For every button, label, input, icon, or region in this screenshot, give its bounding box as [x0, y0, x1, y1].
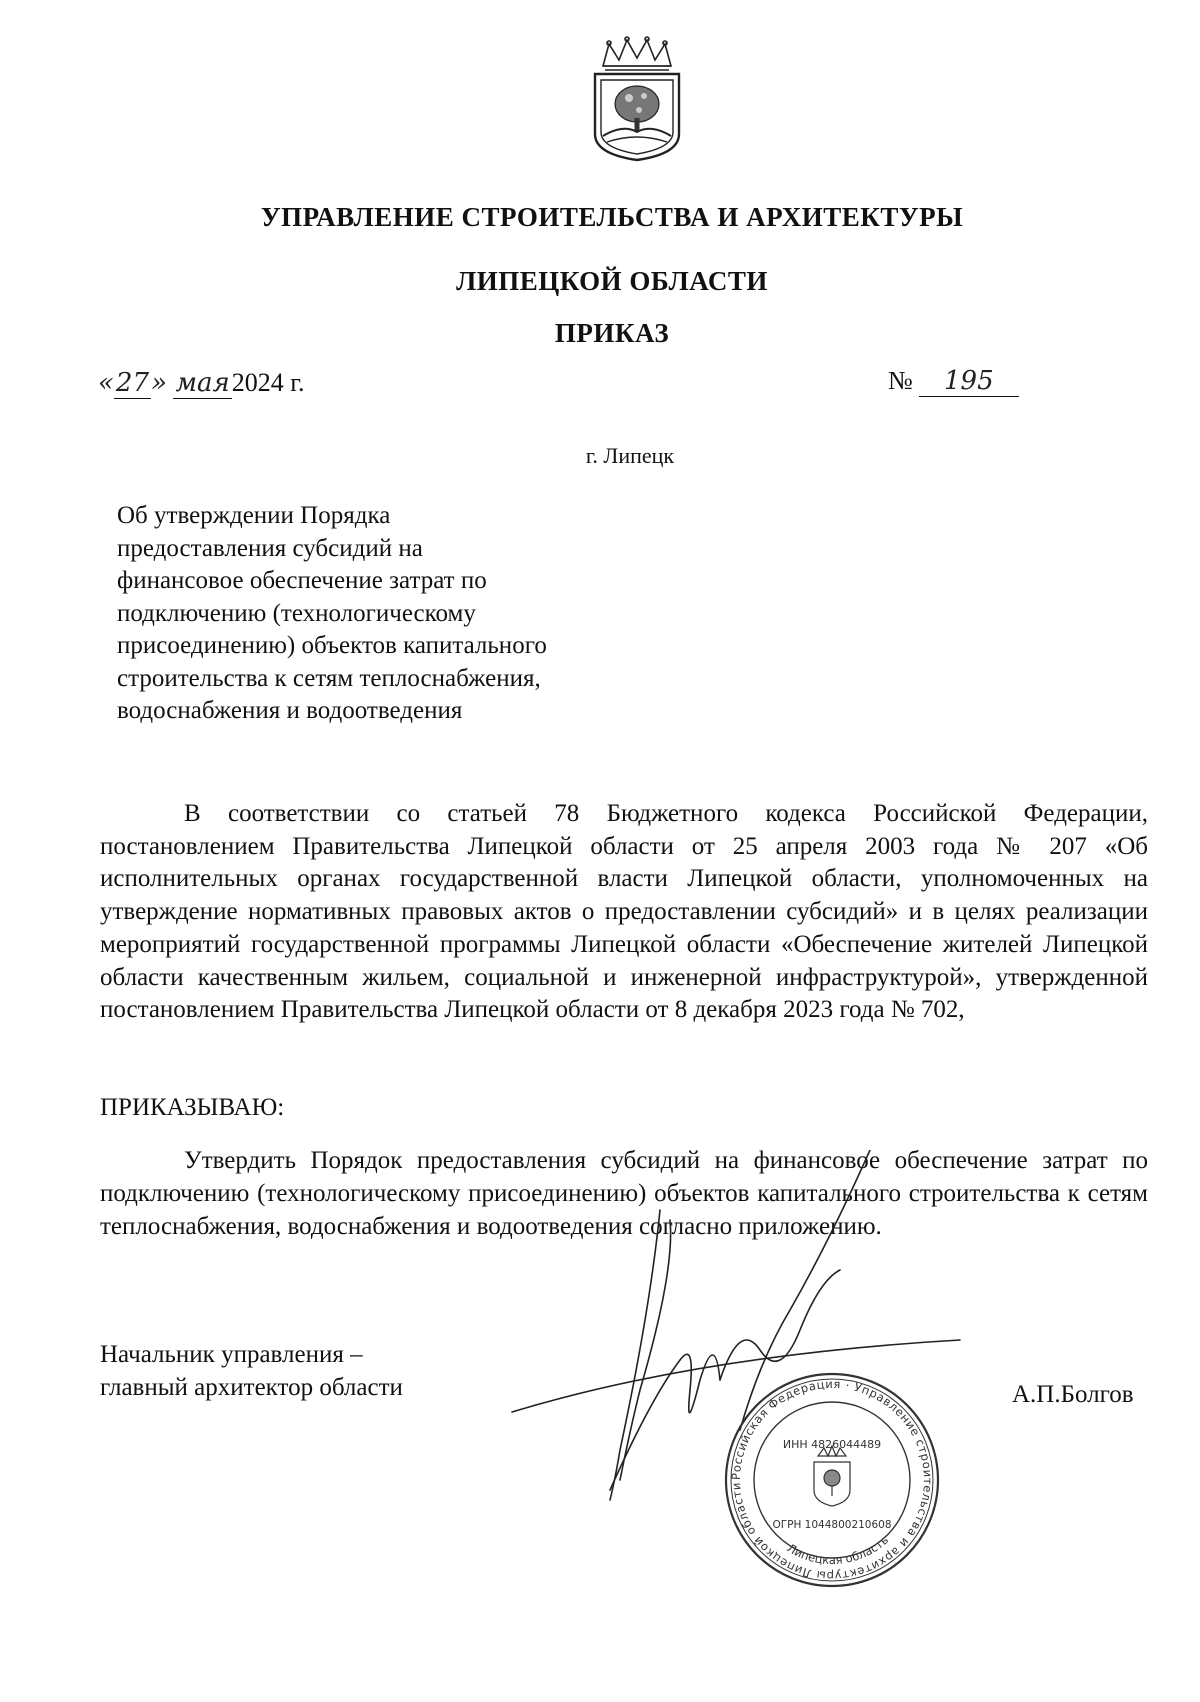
subject-line: предоставления субсидий на — [117, 534, 423, 562]
tree-icon — [615, 86, 659, 132]
order-paragraph: Утвердить Порядок предоставления субсидий на финансовое обеспечение затрат по подключению (технологическому присоединению) объектов капитального строительства к сетям теплоснабжения, водоснабжения и водоотведения согласно приложению. — [100, 1147, 1148, 1240]
subject-line: финансовое обеспечение затрат по — [117, 567, 487, 594]
date-month-handwritten: мая — [175, 368, 230, 398]
signatory-name: А.П.Болгов — [1012, 1381, 1134, 1408]
stamp-bottom-text: Липецкая область — [784, 1532, 892, 1568]
organization-name-line1: УПРАВЛЕНИЕ СТРОИТЕЛЬСТВА И АРХИТЕКТУРЫ — [260, 202, 964, 232]
number-prefix: № — [888, 366, 913, 395]
stamp-emblem-icon — [814, 1446, 850, 1506]
subject-line: присоединению) объектов капитального — [117, 632, 547, 659]
stamp-inn: ИНН 4826044489 — [782, 1438, 882, 1451]
coat-of-arms-emblem — [589, 36, 685, 162]
date-day-handwritten: 27 — [115, 368, 150, 398]
date-close-quote: » — [151, 368, 167, 398]
subject-line: подключению (технологическому — [117, 599, 476, 627]
stamp-outer-text: Российская Федерация · Управление строительства и архитектуры Липецкой области — [728, 1376, 936, 1584]
signatory-title-line1: Начальник управления – — [100, 1341, 363, 1368]
city-line: г. Липецк — [585, 443, 675, 468]
crown-icon — [603, 37, 671, 70]
document-number — [888, 366, 1019, 397]
date-year: 2024 г. — [231, 368, 305, 397]
document-subject — [117, 500, 637, 728]
organization-name-line2: ЛИПЕЦКОЙ ОБЛАСТИ — [456, 266, 768, 296]
subject-line: Об утверждении Порядка — [117, 502, 391, 529]
stamp-ogrn: ОГРН 1044800210608 — [772, 1519, 892, 1531]
signatory-title — [100, 1338, 403, 1404]
document-type-title: ПРИКАЗ — [554, 318, 670, 348]
preamble-paragraph: В соответствии со статьей 78 Бюджетного кодекса Российской Федерации, постановлением Правительства Липецкой области от 25 апреля 2003 года № 207 «Об исполнительных органах государственной власти Липецкой области, уполномоченных на утверждение нормативных правовых актов о предоставлении субсидий» и в целях реализации мероприятий государственной программы Липецкой области «Обеспечение жителей Липецкой области качественным жильем, социальной и инженерной инфраструктурой», утвержденной постановлением Правительства Липецкой области от 8 декабря 2023 года № 702, — [100, 800, 1148, 1024]
official-seal-stamp — [722, 1370, 942, 1590]
date-open-quote: « — [98, 368, 114, 398]
signatory-title-line2: главный архитектор области — [100, 1374, 403, 1401]
subject-line: строительства к сетям теплоснабжения, — [117, 664, 541, 692]
subject-line: водоснабжения и водоотведения — [117, 697, 463, 724]
document-date — [98, 368, 304, 399]
number-value-handwritten: 195 — [919, 366, 1019, 397]
order-heading: ПРИКАЗЫВАЮ: — [100, 1094, 285, 1121]
